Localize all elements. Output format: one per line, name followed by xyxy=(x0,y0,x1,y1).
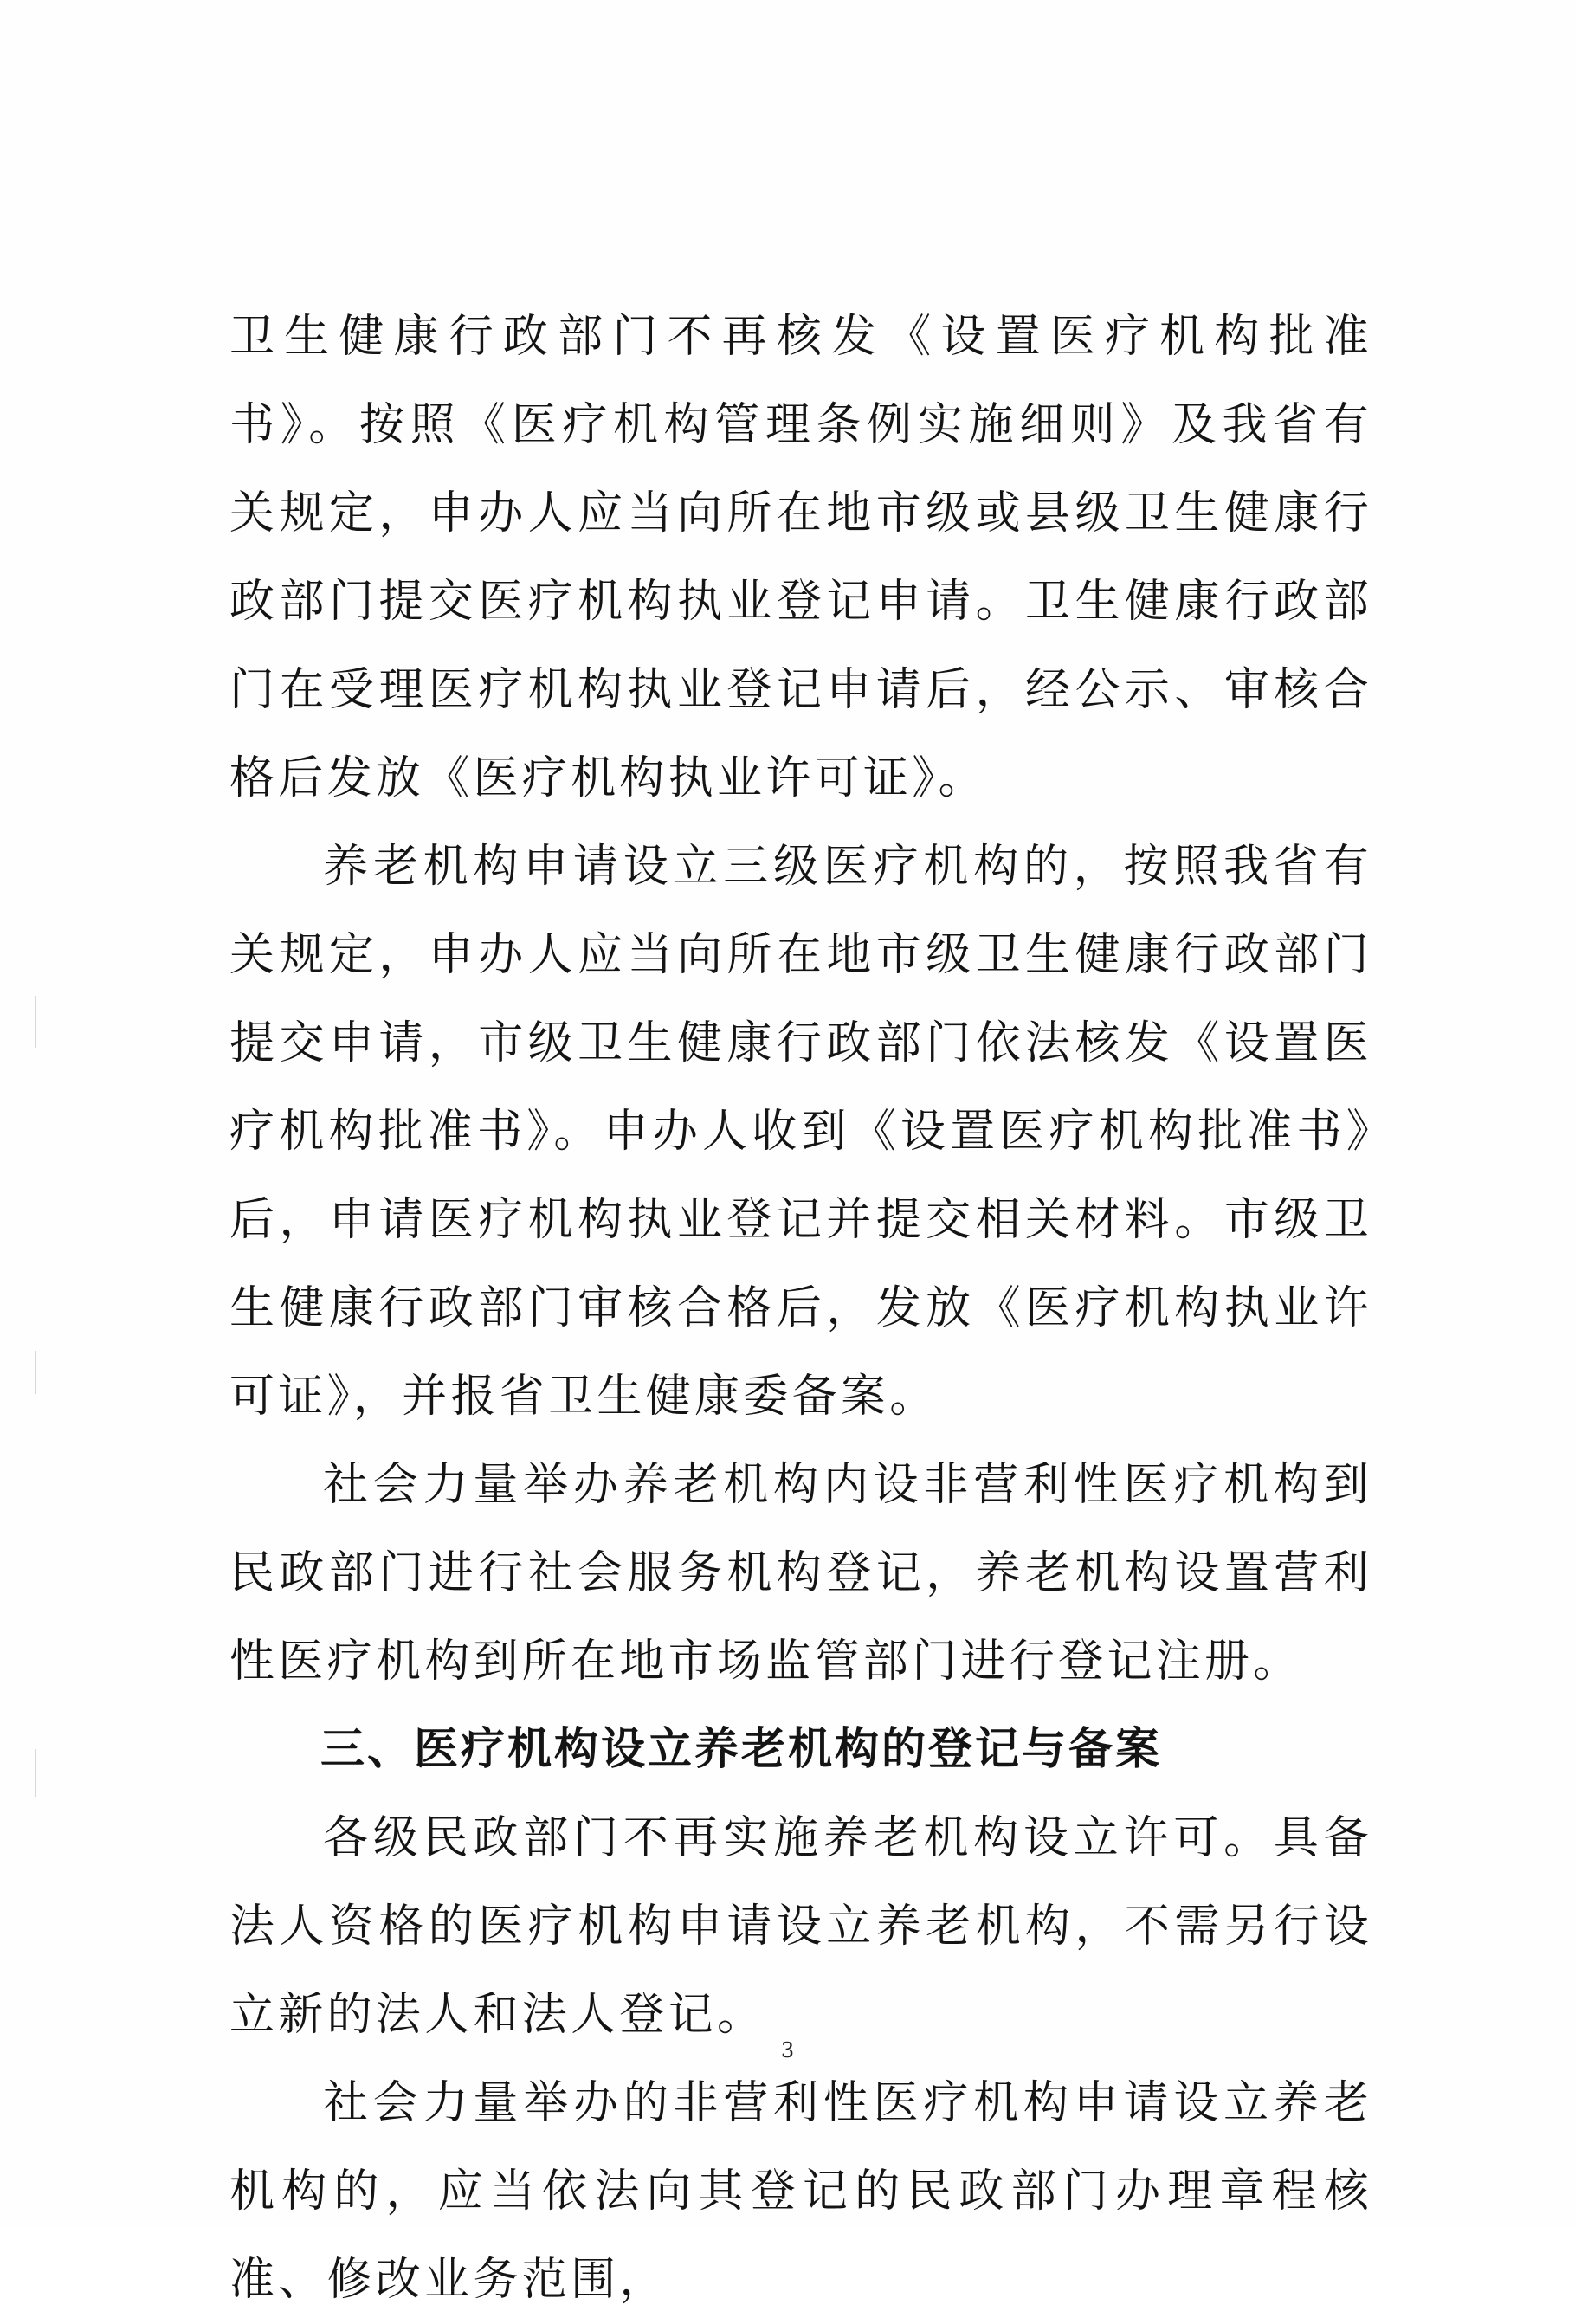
scan-edge-mark xyxy=(35,996,36,1048)
paragraph: 养老机构申请设立三级医疗机构的，按照我省有关规定，申办人应当向所在地市级卫生健康行政部门提交申请，市级卫生健康行政部门依法核发《设置医疗机构批准书》。申办人收到《设置医疗机构批准书》后，申请医疗机构执业登记并提交相关材料。市级卫生健康行政部门审核合格后，发放《医疗机构执业许可证》，并报省卫生健康委备案。 xyxy=(229,841,1372,1423)
section-heading: 三、医疗机构设立养老机构的登记与备案 xyxy=(320,1724,1163,1775)
paragraph: 各级民政部门不再实施养老机构设立许可。具备法人资格的医疗机构申请设立养老机构，不需另行设立新的法人和法人登记。 xyxy=(229,1812,1372,2041)
paragraph: 社会力量举办养老机构内设非营利性医疗机构到民政部门进行社会服务机构登记，养老机构设置营利性医疗机构到所在地市场监管部门进行登记注册。 xyxy=(229,1459,1372,1688)
paragraph: 社会力量举办的非营利性医疗机构申请设立养老机构的，应当依法向其登记的民政部门办理章程核准、修改业务范围， xyxy=(229,2077,1372,2306)
page-number: 3 xyxy=(780,2038,795,2063)
scan-edge-mark xyxy=(35,1749,36,1797)
paragraph-continuation: 卫生健康行政部门不再核发《设置医疗机构批准书》。按照《医疗机构管理条例实施细则》及我省有关规定，申办人应当向所在地市级或县级卫生健康行政部门提交医疗机构执业登记申请。卫生健康行政部门在受理医疗机构执业登记申请后，经公示、审核合格后发放《医疗机构执业许可证》。 xyxy=(229,311,1372,804)
scan-edge-mark xyxy=(35,1351,36,1394)
document-body xyxy=(229,293,1372,2324)
